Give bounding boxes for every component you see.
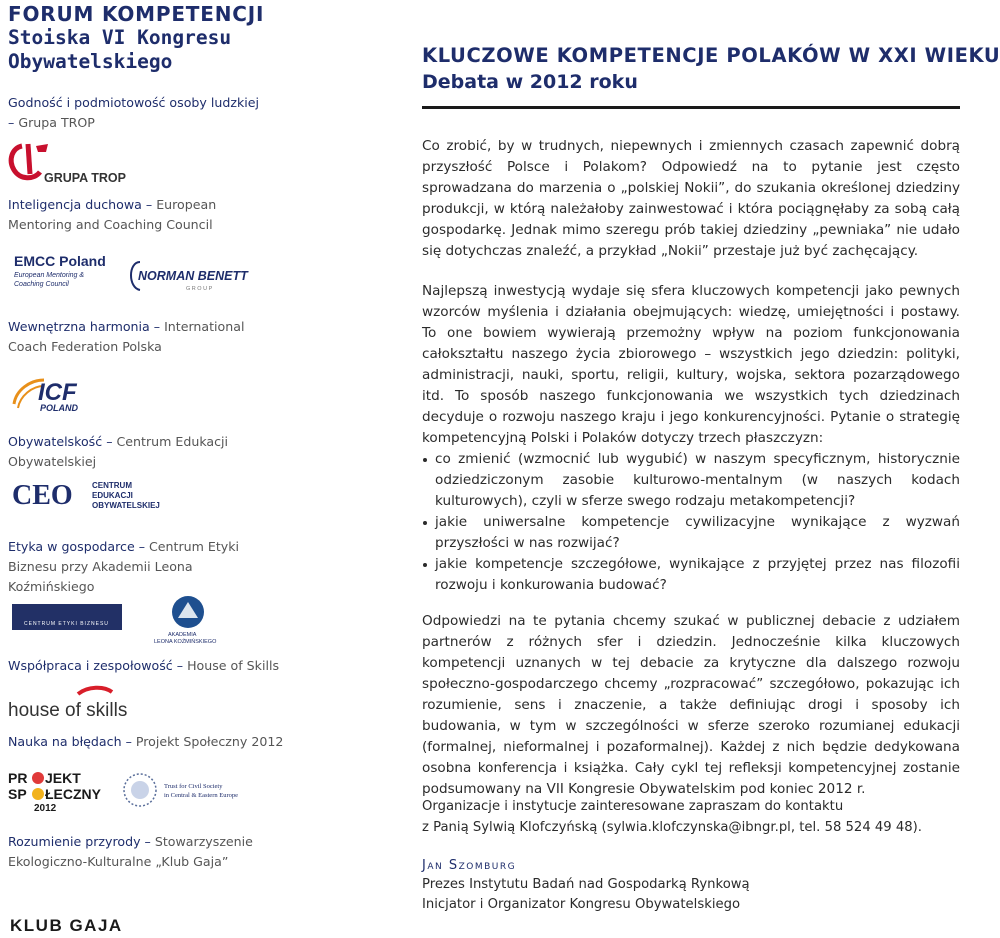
projekt-spoleczny-logo <box>8 768 101 814</box>
akademia-kozminskiego-logo <box>148 594 232 644</box>
topic-org: International Coach Federation Polska <box>8 319 245 354</box>
author-name: Jan Szomburg <box>422 858 517 873</box>
questions-list <box>422 449 960 596</box>
ceb-logo <box>12 604 122 630</box>
topic-inteligencja: Inteligencja duchowa – European Mentoring and Coaching Council <box>8 197 217 232</box>
svg-text:SP: SP <box>8 786 27 802</box>
topic-name: Nauka na błędach <box>8 734 122 749</box>
list-item: co zmienić (wzmocnić lub wygubić) w naszym specyficznym, historycznie odziedziczonym zasobie kulturowo-mentalnym (w naszych kodach kulturowych), czyli w sferze swego rodzaju metakompetencji? <box>422 449 960 512</box>
topic-org: House of Skills <box>187 658 280 673</box>
svg-text:NORMAN BENETT: NORMAN BENETT <box>138 269 248 283</box>
forum-title <box>8 2 264 74</box>
svg-text:PR: PR <box>8 770 28 786</box>
svg-text:CEO: CEO <box>12 480 73 511</box>
topic-name: Współpraca i zespołowość <box>8 658 173 673</box>
author-role-1: Prezes Instytutu Badań nad Gospodarką Rynkową <box>422 877 750 892</box>
topic-name: Inteligencja duchowa <box>8 197 142 212</box>
house-of-skills-logo <box>8 684 128 722</box>
svg-text:CENTRUM: CENTRUM <box>92 481 132 490</box>
forum-title-line1: FORUM KOMPETENCJI <box>8 2 265 26</box>
article-subheadline: Debata w 2012 roku <box>422 71 638 93</box>
paragraph-debate: Odpowiedzi na te pytania chcemy szukać w publicznej debacie z udziałem partnerów z różnych sfer i dziedzin. Jednocześnie kilka kluczowych kompetencji uznanych w tej debacie za krytyczne dla dalszego rozwoju społeczno-gospodarczego chcemy „rozpracować” szczegółowo, pokazując ich rozumienie, sens i znaczenie, a także definiując drogi i sposoby ich budowania, w tym w szczególności w sferze szeroko rozumianej edukacji (formalnej, nieformalnej i pozaformalnej). Każdej z nich będzie dedykowana osobna konferencja i książka. Cały cykl tej refleksji kompetencyjnej zostanie podsumowany na VII Kongresie Obywatelskim pod koniec 2012 r. <box>422 613 960 797</box>
svg-text:LEONA KOŹMIŃSKIEGO: LEONA KOŹMIŃSKIEGO <box>154 639 217 645</box>
topic-org: Centrum Etyki Biznesu przy Akademii Leona Koźmińskiego <box>8 539 240 594</box>
svg-text:POLAND: POLAND <box>40 403 78 413</box>
trust-civil-society-logo <box>122 772 252 808</box>
contact-line-1: Organizacje i instytucje zainteresowane zapraszam do kontaktu <box>422 799 844 814</box>
topic-name: Obywatelskość <box>8 434 103 449</box>
svg-text:house of skills: house of skills <box>8 700 128 721</box>
topic-name: Etyka w gospodarce <box>8 539 135 554</box>
topic-godnosc: Godność i podmiotowość osoby ludzkiej – Grupa TROP <box>8 95 259 130</box>
author-role-2: Inicjator i Organizator Kongresu Obywatelskiego <box>422 897 741 912</box>
topic-name: Wewnętrzna harmonia <box>8 319 150 334</box>
topic-etyka: Etyka w gospodarce – Centrum Etyki Biznesu przy Akademii Leona Koźmińskiego <box>8 539 240 594</box>
article <box>422 0 1000 935</box>
svg-text:Trust for Civil Society: Trust for Civil Society <box>164 783 223 790</box>
forum-title-line3: Obywatelskiego <box>8 50 173 73</box>
svg-text:EMCC Poland: EMCC Poland <box>14 253 106 269</box>
topic-nauka: Nauka na błędach – Projekt Społeczny 2012 <box>8 734 284 749</box>
paragraph-competences: Najlepszą inwestycją wydaje się sfera kluczowych kompetencji jako pewnych wzorców myślenia i działania obejmujących: wiedzę, umiejętności i postawy. To one bowiem wywierają przemożny wpływ na poziom funkcjonowania całokształtu naszego życia zbiorowego – wszystkich jego dziedzin: polityki, administracji, nauki, sportu, religii, kultury, wojska, sektora pozarządowego itd. To sposób naszego funkcjonowania we wszystkich tych dziedzinach decyduje o rozwoju naszego kraju i jego konkurencyjności. Pytanie o strategię kompetencyjną Polski i Polaków dotyczy trzech płaszczyzn: <box>422 283 960 446</box>
topic-przyroda: Rozumienie przyrody – Stowarzyszenie Ekologiczno-Kulturalne „Klub Gaja” <box>8 834 253 869</box>
trop-logo-text: GRUPA TROP <box>44 171 126 185</box>
left-column <box>8 0 398 935</box>
svg-text:OBYWATELSKIEJ: OBYWATELSKIEJ <box>92 501 160 510</box>
svg-text:in Central & Eastern Europe: in Central & Eastern Europe <box>164 792 239 799</box>
ceo-logo <box>12 478 160 514</box>
list-item: jakie uniwersalne kompetencje cywilizacyjne wynikające z wyzwań przyszłości w nas rozwijać? <box>422 512 960 554</box>
topic-org: Grupa TROP <box>18 115 95 130</box>
svg-text:ICF: ICF <box>38 379 77 406</box>
norman-benett-logo <box>126 258 248 296</box>
svg-text:G R O U P: G R O U P <box>186 286 213 292</box>
topic-org: Projekt Społeczny 2012 <box>135 734 284 749</box>
topic-org: European Mentoring and Coaching Council <box>8 197 217 232</box>
svg-text:EDUKACJI: EDUKACJI <box>92 491 133 500</box>
topic-name: Godność i podmiotowość osoby ludzkiej <box>8 95 259 110</box>
contact-line-2: z Panią Sylwią Klofczyńską (sylwia.klofczynska@ibngr.pl, tel. 58 524 49 48). <box>422 820 922 835</box>
svg-text:2012: 2012 <box>34 803 57 814</box>
paragraph-intro: Co zrobić, by w trudnych, niepewnych i zmiennych czasach zapewnić dobrą przyszłość Polsce i Polakom? Odpowiedź na to pytanie jest często sprowadzana do marzenia o „polskiej Nokii”, do szukania określonej dziedziny produkcji, w którą należałoby zainwestować i która pociągnęłaby za sobą całą gospodarkę. Jednak mimo szeregu prób takiej dziedziny „pewniaka” nie udało się dotychczas znaleźć, a przykład „Nokii” przestaje już być zachęcający. <box>422 138 960 259</box>
icf-logo <box>10 374 90 414</box>
svg-text:Coaching Council: Coaching Council <box>14 281 69 288</box>
svg-text:ŁECZNY: ŁECZNY <box>45 786 101 802</box>
list-item: jakie kompetencje szczegółowe, wynikające z przyjętej przez nas filozofii rozwoju i konkurowania budować? <box>422 554 960 596</box>
article-headline: KLUCZOWE KOMPETENCJE POLAKÓW W XXI WIEKU <box>422 44 1000 67</box>
svg-text:JEKT: JEKT <box>45 770 81 786</box>
forum-title-line2: Stoiska VI Kongresu <box>8 26 232 49</box>
klub-gaja-logo <box>10 914 134 934</box>
svg-text:AKADEMIA: AKADEMIA <box>168 632 197 638</box>
svg-text:European Mentoring &: European Mentoring & <box>14 272 85 279</box>
topic-obywatelskosc: Obywatelskość – Centrum Edukacji Obywatelskiej <box>8 434 229 469</box>
topic-org: Stowarzyszenie Ekologiczno-Kulturalne „Klub Gaja” <box>8 834 253 869</box>
topic-harmonia: Wewnętrzna harmonia – International Coach Federation Polska <box>8 319 245 354</box>
svg-text:KLUB GAJA: KLUB GAJA <box>10 916 123 935</box>
topic-name: Rozumienie przyrody <box>8 834 141 849</box>
topic-org: Centrum Edukacji Obywatelskiej <box>8 434 229 469</box>
emcc-logo <box>12 252 112 292</box>
topic-wspolpraca: Współpraca i zespołowość – House of Skills <box>8 658 280 673</box>
svg-text:CENTRUM ETYKI BIZNESU: CENTRUM ETYKI BIZNESU <box>24 621 109 627</box>
grupa-trop-logo <box>8 140 138 188</box>
headline-divider <box>422 106 960 109</box>
